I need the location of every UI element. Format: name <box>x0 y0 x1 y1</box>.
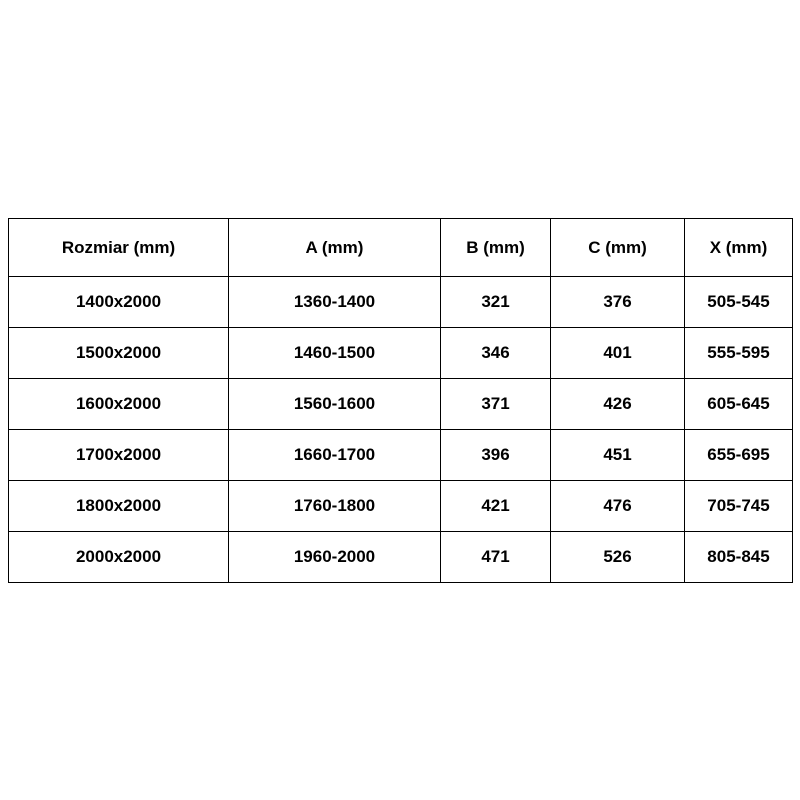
cell-rozmiar: 1600x2000 <box>9 379 229 430</box>
cell-a: 1360-1400 <box>229 277 441 328</box>
cell-a: 1660-1700 <box>229 430 441 481</box>
cell-c: 476 <box>551 481 685 532</box>
cell-b: 471 <box>441 532 551 583</box>
cell-c: 451 <box>551 430 685 481</box>
cell-rozmiar: 1500x2000 <box>9 328 229 379</box>
cell-b: 346 <box>441 328 551 379</box>
cell-b: 396 <box>441 430 551 481</box>
dimensions-table <box>8 218 793 583</box>
cell-x: 705-745 <box>685 481 793 532</box>
cell-rozmiar: 1800x2000 <box>9 481 229 532</box>
table-row <box>9 379 793 430</box>
cell-a: 1560-1600 <box>229 379 441 430</box>
column-header-a: A (mm) <box>229 219 441 277</box>
cell-x: 655-695 <box>685 430 793 481</box>
cell-x: 605-645 <box>685 379 793 430</box>
cell-a: 1960-2000 <box>229 532 441 583</box>
cell-c: 426 <box>551 379 685 430</box>
cell-rozmiar: 1700x2000 <box>9 430 229 481</box>
cell-c: 376 <box>551 277 685 328</box>
column-header-rozmiar: Rozmiar (mm) <box>9 219 229 277</box>
cell-rozmiar: 1400x2000 <box>9 277 229 328</box>
table-row <box>9 430 793 481</box>
table-row <box>9 481 793 532</box>
table-row <box>9 328 793 379</box>
cell-c: 526 <box>551 532 685 583</box>
column-header-c: C (mm) <box>551 219 685 277</box>
cell-x: 505-545 <box>685 277 793 328</box>
column-header-b: B (mm) <box>441 219 551 277</box>
cell-x: 555-595 <box>685 328 793 379</box>
table-row <box>9 532 793 583</box>
cell-x: 805-845 <box>685 532 793 583</box>
cell-a: 1760-1800 <box>229 481 441 532</box>
cell-b: 321 <box>441 277 551 328</box>
cell-rozmiar: 2000x2000 <box>9 532 229 583</box>
column-header-x: X (mm) <box>685 219 793 277</box>
cell-a: 1460-1500 <box>229 328 441 379</box>
cell-b: 371 <box>441 379 551 430</box>
table-header-row <box>9 219 793 277</box>
cell-b: 421 <box>441 481 551 532</box>
dimensions-table-container <box>8 218 792 583</box>
cell-c: 401 <box>551 328 685 379</box>
table-row <box>9 277 793 328</box>
